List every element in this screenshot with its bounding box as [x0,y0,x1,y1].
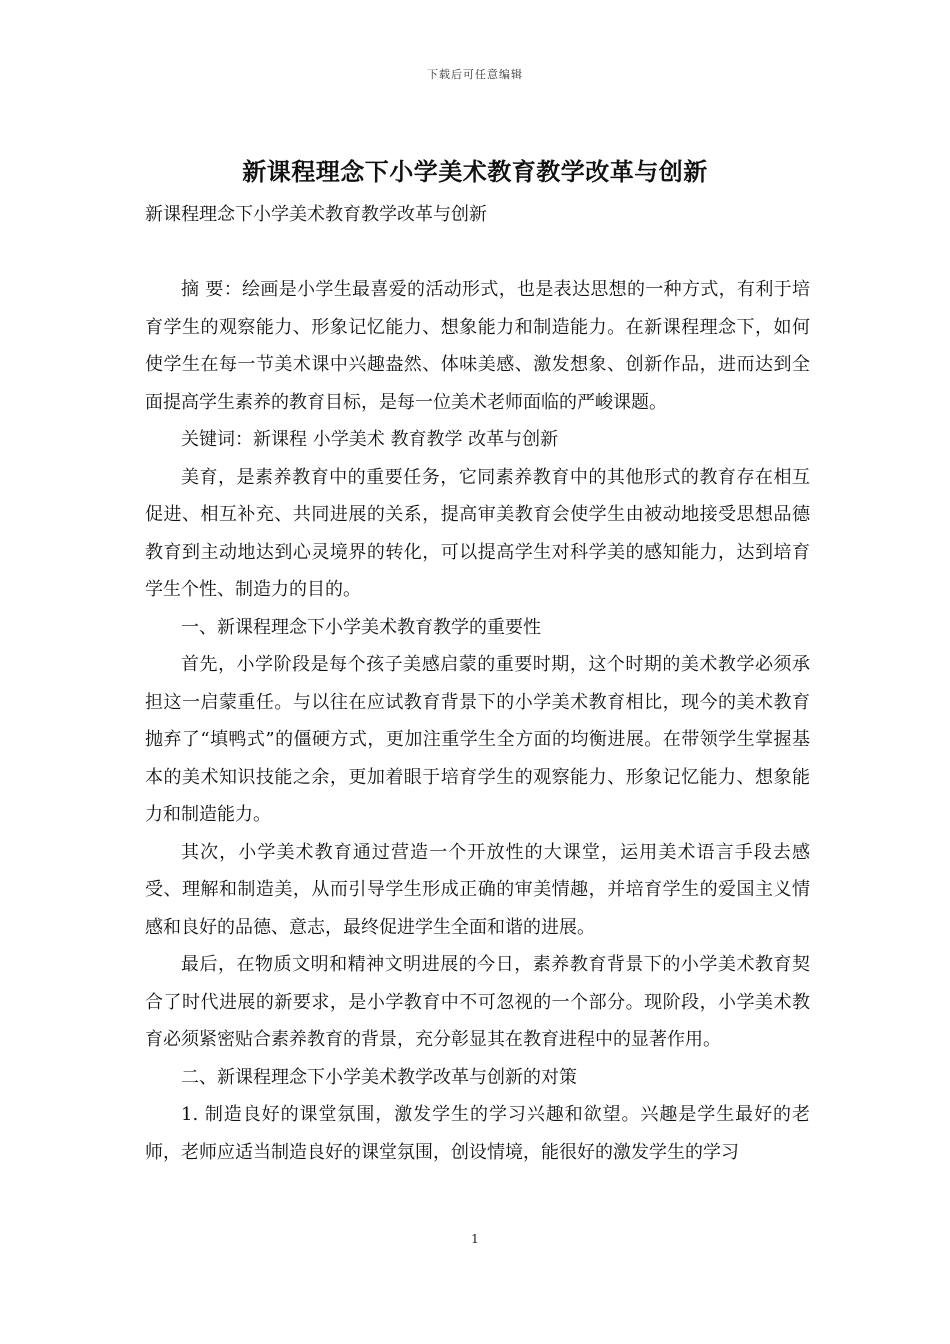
body-paragraph: 美育，是素养教育中的重要任务，它同素养教育中的其他形式的教育存在相互促进、相互补充、共同进展的关系，提高审美教育会使学生由被动地接受思想品德教育到主动地达到心灵境界的转化，可以提高学生对科学美的感知能力，达到培育学生个性、制造力的目的。 [145,466,810,600]
page-number: 1 [471,1232,479,1246]
body-paragraph: 首先，小学阶段是每个孩子美感启蒙的重要时期，这个时期的美术教学必须承担这一启蒙重任。与以往在应试教育背景下的小学美术教育相比，现今的美术教育抛弃了“填鸭式”的僵硬方式，更加注重学生全方面的均衡进展。在带领学生掌握基本的美术知识技能之余，更加着眼于培育学生的观察能力、形象记忆能力、想象能力和制造能力。 [145,654,810,825]
body-paragraph: 其次，小学美术教育通过营造一个开放性的大课堂，运用美术语言手段去感受、理解和制造美，从而引导学生形成正确的审美情趣，并培育学生的爱国主义情感和良好的品德、意志，最终促进学生全面和谐的进展。 [145,841,810,938]
document-body [145,196,810,1171]
body-paragraph: 1. 制造良好的课堂氛围，激发学生的学习兴趣和欲望。兴趣是学生最好的老师，老师应适当制造良好的课堂氛围，创设情境，能很好的激发学生的学习 [145,1104,810,1163]
abstract-paragraph: 摘 要：绘画是小学生最喜爱的活动形式，也是表达思想的一种方式，有利于培育学生的观察能力、形象记忆能力、想象能力和制造能力。在新课程理念下，如何使学生在每一节美术课中兴趣盎然、体味美感、激发想象、创新作品，进而达到全面提高学生素养的教育目标，是每一位美术老师面临的严峻课题。 [145,279,810,413]
section-heading-2: 二、新课程理念下小学美术教学改革与创新的对策 [181,1066,577,1088]
body-paragraph: 最后，在物质文明和精神文明进展的今日，素养教育背景下的小学美术教育契合了时代进展的新要求，是小学教育中不可忽视的一个部分。现阶段，小学美术教育必须紧密贴合素养教育的背景，充分彰显其在教育进程中的显著作用。 [145,954,810,1050]
section-heading-1: 一、新课程理念下小学美术教育教学的重要性 [181,616,541,638]
document-subtitle: 新课程理念下小学美术教育教学改革与创新 [145,204,487,225]
document-title: 新课程理念下小学美术教育教学改革与创新 [242,157,708,186]
header-note: 下载后可任意编辑 [427,68,523,81]
keywords-paragraph: 关键词：新课程 小学美术 教育教学 改革与创新 [181,429,559,450]
